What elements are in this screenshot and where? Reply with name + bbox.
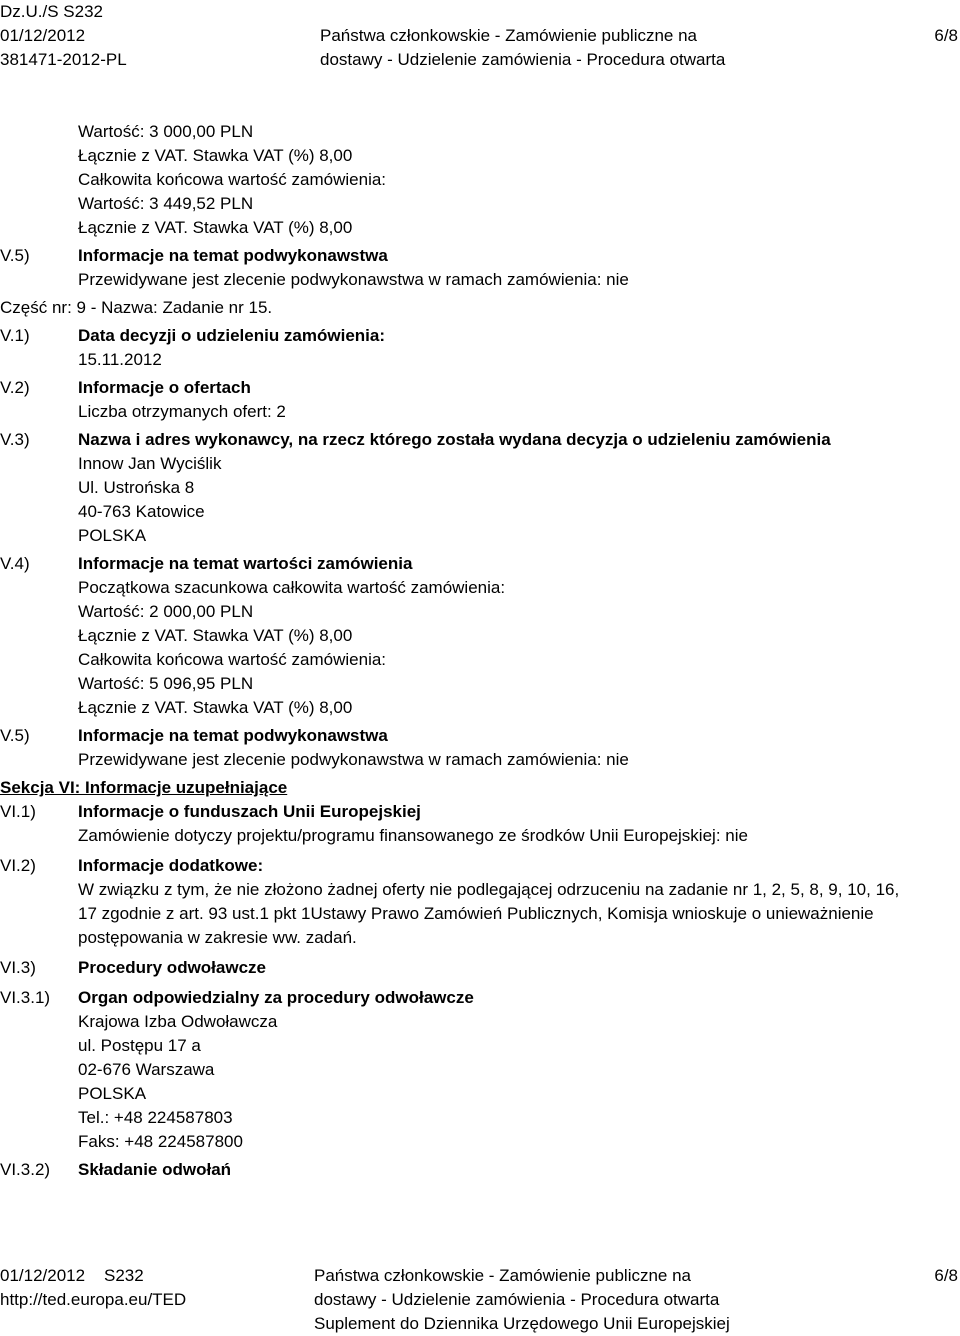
vat-line: Łącznie z VAT. Stawka VAT (%) 8,00: [78, 698, 353, 717]
value-line: Wartość: 3 000,00 PLN: [78, 122, 254, 141]
header-left: [0, 0, 127, 72]
section-title: Składanie odwołań: [78, 1160, 232, 1179]
contractor-street: Ul. Ustrońska 8: [78, 478, 195, 497]
contractor-city: 40-763 Katowice: [78, 502, 205, 521]
footer-date-issue: [0, 1264, 186, 1288]
section-title: Informacje dodatkowe:: [78, 856, 264, 875]
footer-page-number: 6/8: [934, 1266, 958, 1285]
header-title: [320, 24, 725, 72]
header-title-line2: dostawy - Udzielenie zamówienia - Procedura otwarta: [320, 50, 726, 69]
page-footer: [0, 1264, 960, 1334]
header-title-line1: Państwa członkowskie - Zamówienie publiczne na: [320, 26, 698, 45]
footer-url-link[interactable]: http://ted.europa.eu/TED: [0, 1290, 187, 1309]
vat-line: Łącznie z VAT. Stawka VAT (%) 8,00: [78, 146, 353, 165]
section-number: V.4): [0, 554, 30, 573]
section-title: Informacje na temat podwykonawstwa: [78, 246, 388, 265]
section-number: V.5): [0, 246, 30, 265]
section-number: VI.3): [0, 958, 36, 977]
section-number: VI.2): [0, 856, 36, 875]
additional-info-line: postępowania w zakresie ww. zadań.: [78, 928, 357, 947]
contractor-country: POLSKA: [78, 526, 147, 545]
section-number: V.1): [0, 326, 30, 345]
section-title: Informacje o ofertach: [78, 378, 251, 397]
journal-ref: Dz.U./S S232: [0, 2, 103, 21]
final-value-label: Całkowita końcowa wartość zamówienia:: [78, 170, 387, 189]
initial-value-label: Początkowa szacunkowa całkowita wartość zamówienia:: [78, 578, 506, 597]
header-page-number: 6/8: [934, 26, 958, 45]
contractor-name: Innow Jan Wyciślik: [78, 454, 222, 473]
section-title: Informacje na temat wartości zamówienia: [78, 554, 413, 573]
value-line: Wartość: 3 449,52 PLN: [78, 194, 254, 213]
additional-info-line: 17 zgodnie z art. 93 ust.1 pkt 1Ustawy Prawo Zamówień Publicznych, Komisja wnioskuje o unieważnienie: [78, 904, 874, 923]
review-body-street: ul. Postępu 17 a: [78, 1036, 201, 1055]
vat-line: Łącznie z VAT. Stawka VAT (%) 8,00: [78, 218, 353, 237]
section-title: Nazwa i adres wykonawcy, na rzecz którego została wydana decyzja o udzieleniu zamówienia: [78, 430, 831, 449]
subcontracting-text: Przewidywane jest zlecenie podwykonawstwa w ramach zamówienia: nie: [78, 750, 629, 769]
section-title: Organ odpowiedzialny za procedury odwoławcze: [78, 988, 474, 1007]
part-title: Część nr: 9 - Nazwa: Zadanie nr 15.: [0, 298, 273, 317]
subcontracting-text: Przewidywane jest zlecenie podwykonawstwa w ramach zamówienia: nie: [78, 270, 629, 289]
document-body: [0, 120, 960, 1182]
section-number: V.2): [0, 378, 30, 397]
review-body-city: 02-676 Warszawa: [78, 1060, 215, 1079]
section-heading: Sekcja VI: Informacje uzupełniające: [0, 778, 288, 797]
page-header: [0, 0, 960, 70]
footer-title-line3: Suplement do Dziennika Urzędowego Unii Europejskiej: [314, 1314, 730, 1333]
section-number: VI.3.1): [0, 988, 51, 1007]
footer-title-line2: dostawy - Udzielenie zamówienia - Procedura otwarta: [314, 1290, 720, 1309]
offers-count: Liczba otrzymanych ofert: 2: [78, 402, 286, 421]
value-line: Wartość: 2 000,00 PLN: [78, 602, 254, 621]
section-title: Procedury odwoławcze: [78, 958, 266, 977]
section-number: V.5): [0, 726, 30, 745]
section-title: Data decyzji o udzieleniu zamówienia:: [78, 326, 386, 345]
header-page: [934, 24, 958, 48]
review-body-country: POLSKA: [78, 1084, 147, 1103]
review-body-name: Krajowa Izba Odwoławcza: [78, 1012, 278, 1031]
footer-title-line1: Państwa członkowskie - Zamówienie publiczne na: [314, 1266, 692, 1285]
vat-line: Łącznie z VAT. Stawka VAT (%) 8,00: [78, 626, 353, 645]
footer-left: [0, 1264, 186, 1312]
additional-info-line: W związku z tym, że nie złożono żadnej oferty nie podlegającej odrzuceniu na zadanie nr 1, 2, 5, 8, 9, 10, 16,: [78, 880, 900, 899]
section-number: VI.1): [0, 802, 36, 821]
footer-title: [314, 1264, 730, 1336]
footer-issue: S232: [104, 1266, 144, 1285]
eu-funds-text: Zamówienie dotyczy projektu/programu finansowanego ze środków Unii Europejskiej: nie: [78, 826, 748, 845]
section-number: V.3): [0, 430, 30, 449]
section-title: Informacje na temat podwykonawstwa: [78, 726, 388, 745]
section-number: VI.3.2): [0, 1160, 51, 1179]
review-body-fax: Faks: +48 224587800: [78, 1132, 243, 1151]
review-body-phone: Tel.: +48 224587803: [78, 1108, 233, 1127]
final-value-label: Całkowita końcowa wartość zamówienia:: [78, 650, 387, 669]
footer-page: [934, 1264, 958, 1288]
decision-date: 15.11.2012: [78, 350, 162, 369]
notice-ref: 381471-2012-PL: [0, 50, 127, 69]
header-date: 01/12/2012: [0, 26, 86, 45]
footer-date: 01/12/2012: [0, 1266, 86, 1285]
value-line: Wartość: 5 096,95 PLN: [78, 674, 254, 693]
section-title: Informacje o funduszach Unii Europejskiej: [78, 802, 421, 821]
